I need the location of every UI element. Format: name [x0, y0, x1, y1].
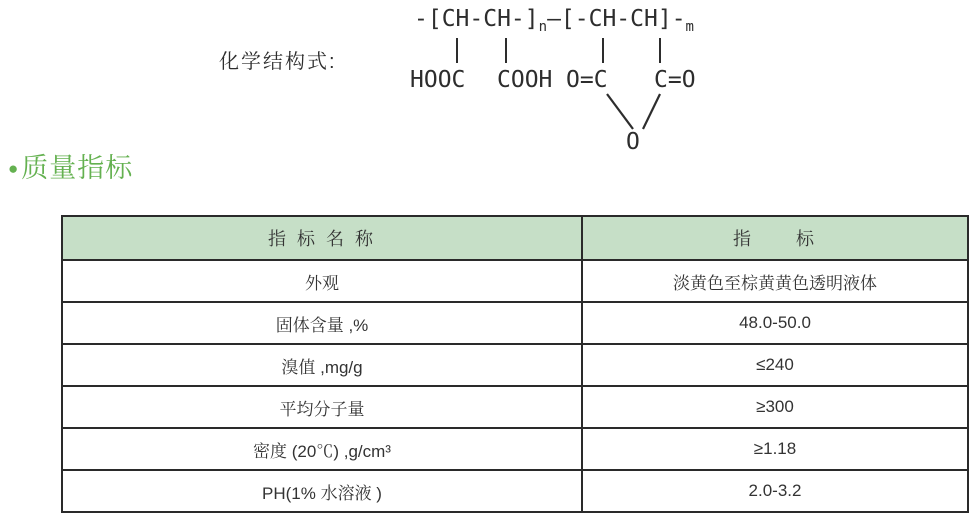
row-label: 固体含量 ,% [62, 302, 582, 344]
row-value: ≥300 [582, 386, 968, 428]
header-indicator-value: 指 标 [582, 216, 968, 260]
table-header-row [62, 216, 968, 260]
table-row [62, 344, 968, 386]
bond-line-1 [456, 38, 458, 63]
formula-top-line [414, 6, 694, 34]
row-label: 外观 [62, 260, 582, 302]
chemical-structure-section [0, 0, 980, 160]
section-title: 质量指标 [21, 153, 134, 183]
bond-line-4 [659, 38, 661, 63]
table-row [62, 470, 968, 512]
row-value: 2.0-3.2 [582, 470, 968, 512]
table-row [62, 302, 968, 344]
formula-segment-1: -[CH-CH-] [414, 6, 539, 32]
row-value: 48.0-50.0 [582, 302, 968, 344]
row-value: 淡黄色至棕黄黄色透明液体 [582, 260, 968, 302]
row-label: 溴值 ,mg/g [62, 344, 582, 386]
row-value: ≥1.18 [582, 428, 968, 470]
header-indicator-name: 指 标 名 称 [62, 216, 582, 260]
row-label: 密度 (20℃) ,g/cm³ [62, 428, 582, 470]
formula-segment-2: [-CH-CH]- [560, 6, 686, 32]
oc-group: O=C [566, 67, 608, 93]
hooc-group: HOOC [410, 67, 466, 93]
table-row [62, 260, 968, 302]
quality-indicators-table [61, 215, 969, 513]
section-heading [8, 152, 133, 184]
co-group: C=O [654, 67, 696, 93]
table-row [62, 428, 968, 470]
subscript-n: n [538, 19, 548, 35]
formula-label: 化学结构式: [219, 51, 337, 73]
formula-dash: — [547, 6, 561, 32]
row-label: 平均分子量 [62, 386, 582, 428]
table-row [62, 386, 968, 428]
subscript-m: m [685, 19, 694, 35]
bond-line-2 [505, 38, 507, 63]
bond-line-3 [602, 38, 604, 63]
row-value: ≤240 [582, 344, 968, 386]
cooh-group: COOH [497, 67, 553, 93]
ring-oxygen: O [626, 129, 640, 155]
row-label: PH(1% 水溶液 ) [62, 470, 582, 512]
bullet-icon: ● [8, 158, 19, 178]
